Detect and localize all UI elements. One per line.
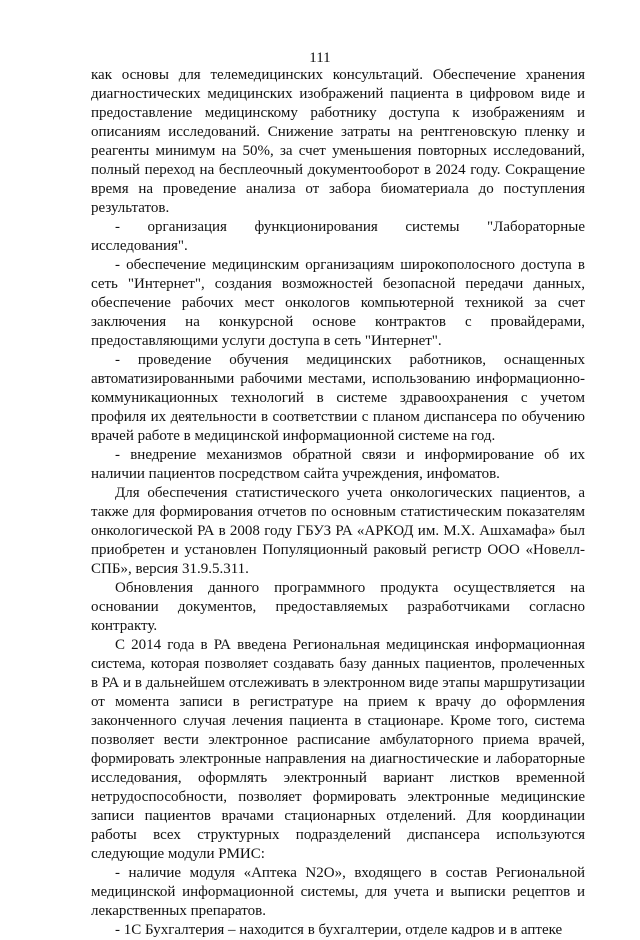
paragraph-pharmacy-module: - наличие модуля «Аптека N2O», входящего в состав Региональной медицинской информационной системы, для учета и выписки рецептов и лекарственных препаратов. bbox=[91, 865, 585, 919]
paragraph-feedback: - внедрение механизмов обратной связи и информирование об их наличии пациентов посредством сайта учреждения, инфоматов. bbox=[91, 447, 585, 482]
body-text bbox=[91, 66, 585, 940]
paragraph-rmis: С 2014 года в РА введена Региональная медицинская информационная система, которая позволяет создавать базу данных пациентов, пролеченных в РА и в дальнейшем отслеживать в электронном виде этапы маршрутизации от момента записи в регистратуре на прием к врачу до оформления законченного случая лечения пациента в стационаре. Кроме того, система позволяет вести электронное расписание амбулаторного приема врачей, формировать электронные направления на диагностические и лабораторные исследования, оформлять электронный вариант листков временной нетрудоспособности, позволяет формировать электронные медицинские записи пациентов врачами стационарных отделений. Для координации работы всех структурных подразделений диспансера используются следующие модули РМИС: bbox=[91, 637, 585, 862]
paragraph-intro: как основы для телемедицинских консультаций. Обеспечение хранения диагностических медицинских изображений пациента в цифровом виде и предоставление медицинскому работнику доступа к изображениям и описаниям исследований. Снижение затраты на рентгеновскую пленку и реагенты минимум на 50%, за счет уменьшения повторных исследований, полный переход на бесплеочный документооборот в 2024 году. Сокращение время на проведение анализа от забора биоматериала до поступления результатов. bbox=[91, 67, 585, 216]
paragraph-staff-training: - проведение обучения медицинских работников, оснащенных автоматизированными рабочими местами, использованию информационно-коммуникационных технологий в системе здравоохранения с учетом профиля их деятельности в соответствии с планом диспансера по обучению врачей работе в медицинской информационной системе на год. bbox=[91, 352, 585, 444]
paragraph-lab-system: - организация функционирования системы "Лабораторные исследования". bbox=[91, 219, 585, 254]
paragraph-internet-access: - обеспечение медицинским организациям широкополосного доступа в сеть "Интернет", создания возможностей безопасной передачи данных, обеспечение рабочих мест онкологов компьютерной техникой за счет заключения на конкурсной основе контрактов с провайдерами, предоставляющими услуги доступа в сеть "Интернет". bbox=[91, 257, 585, 349]
paragraph-updates: Обновления данного программного продукта осуществляется на основании документов, предоставляемых разработчиками согласно контракту. bbox=[91, 580, 585, 634]
page-number: 111 bbox=[309, 50, 331, 66]
paragraph-accounting: - 1С Бухгалтерия – находится в бухгалтерии, отделе кадров и в аптеке bbox=[115, 922, 563, 938]
paragraph-cancer-registry: Для обеспечения статистического учета онкологических пациентов, а также для формирования отчетов по основным статистическим показателям онкологической РА в 2008 году ГБУЗ РА «АРКОД им. М.Х. Ашхамафа» был приобретен и установлен Популяционный раковый регистр ООО «Новелл-СПБ», версия 31.9.5.311. bbox=[91, 485, 585, 577]
